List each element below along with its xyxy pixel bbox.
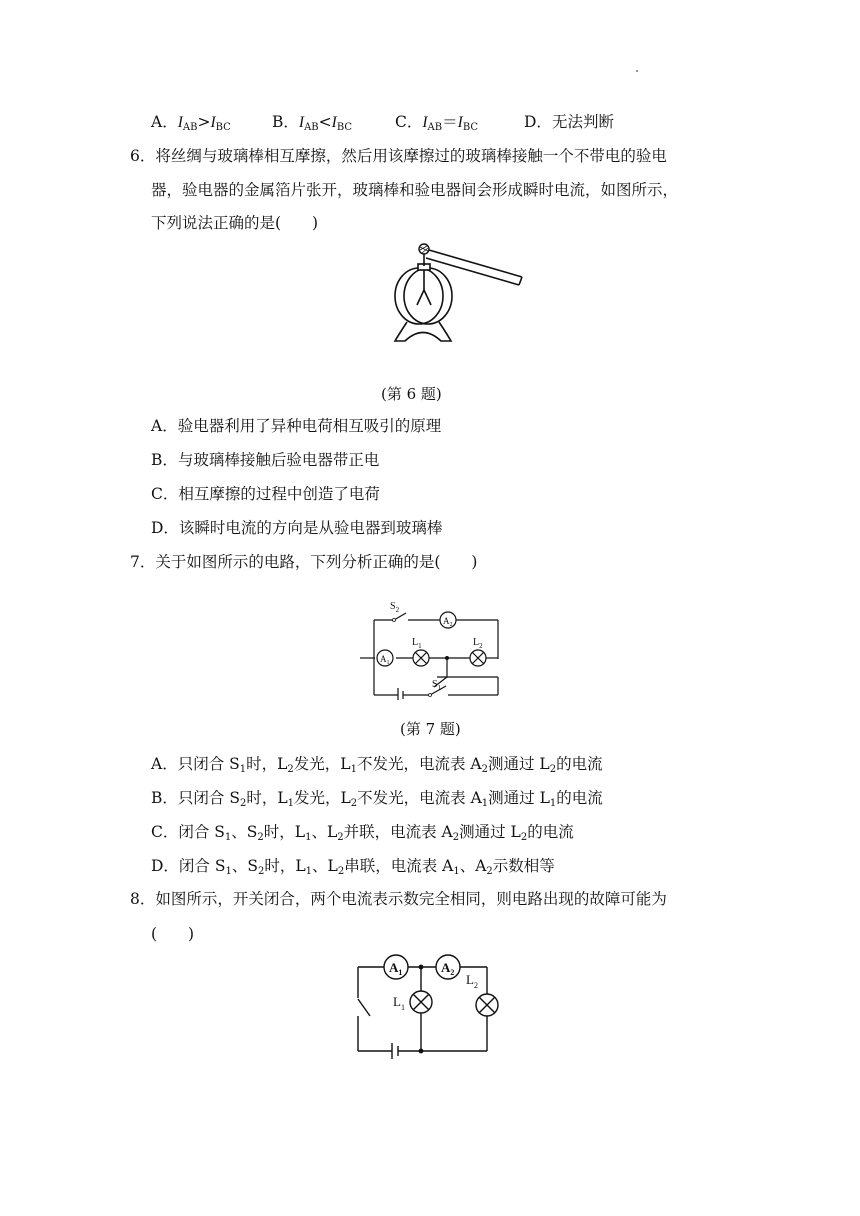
q7-option-c[interactable]: C．闭合 $S_1$、$S_2$时，$L_1$、$L_2$并联，电流表 $A_2$测通过 $L_2$的电流 [151, 823, 574, 843]
q8-label-l1: $L_1$ [393, 994, 405, 1012]
q7-label-a2: $A_2$ [443, 616, 453, 628]
q7-option-d[interactable]: D．闭合 $S_1$、$S_2$时，$L_1$、$L_2$串联，电流表 $A_1$、$A_2$示数相等 [151, 857, 555, 877]
q7-circuit-diagram [360, 595, 505, 700]
q7-stem: 7．关于如图所示的电路，下列分析正确的是( ) [130, 553, 478, 571]
q8-label-l2: $L_2$ [466, 972, 478, 990]
q5-option-d[interactable]: D．无法判断 [524, 113, 614, 131]
q8-label-a1: $A_1$ [389, 960, 403, 977]
q7-label-a1: $A_1$ [380, 654, 390, 666]
q6-stem-line-3: 下列说法正确的是( ) [151, 214, 319, 232]
q6-option-b[interactable]: B．与玻璃棒接触后验电器带正电 [151, 451, 380, 469]
q5-option-b[interactable]: B．$I_{AB}<I_{BC}$ [272, 113, 352, 133]
scan-speck [636, 70, 638, 72]
q8-circuit-diagram [352, 950, 507, 1060]
q5-option-c[interactable]: C．$I_{AB}=I_{BC}$ [395, 113, 478, 133]
q6-option-c[interactable]: C．相互摩擦的过程中创造了电荷 [151, 485, 380, 503]
q6-option-a[interactable]: A．验电器利用了异种电荷相互吸引的原理 [151, 417, 442, 435]
q6-electroscope-figure [385, 238, 530, 350]
q7-option-a[interactable]: A．只闭合 $S_1$时，$L_2$发光，$L_1$不发光，电流表 $A_2$测通过 $L_2$的电流 [151, 755, 603, 775]
q8-label-a2: $A_2$ [441, 960, 455, 977]
q7-label-l2: $L_2$ [473, 637, 483, 650]
q6-figure-caption: (第 6 题) [381, 385, 442, 403]
q5-option-a[interactable]: A．$I_{AB}>I_{BC}$ [151, 113, 231, 133]
q6-stem-line-2: 器，验电器的金属箔片张开，玻璃棒和验电器间会形成瞬时电流，如图所示， [151, 181, 679, 199]
q7-label-s1: $S_1$ [432, 679, 442, 692]
q7-option-b[interactable]: B．只闭合 $S_2$时，$L_1$发光，$L_2$不发光，电流表 $A_1$测通过 $L_1$的电流 [151, 789, 603, 809]
q8-stem-line-2: ( ) [151, 925, 195, 943]
q7-label-s2: $S_2$ [390, 601, 400, 614]
q7-label-l1: $L_1$ [412, 637, 422, 650]
q8-stem-line-1: 8．如图所示，开关闭合，两个电流表示数完全相同，则电路出现的故障可能为 [130, 890, 667, 908]
q7-figure-caption: (第 7 题) [400, 720, 461, 738]
q6-stem-line-1: 6．将丝绸与玻璃棒相互摩擦，然后用该摩擦过的玻璃棒接触一个不带电的验电 [130, 147, 667, 165]
q6-option-d[interactable]: D．该瞬时电流的方向是从验电器到玻璃棒 [151, 519, 443, 537]
